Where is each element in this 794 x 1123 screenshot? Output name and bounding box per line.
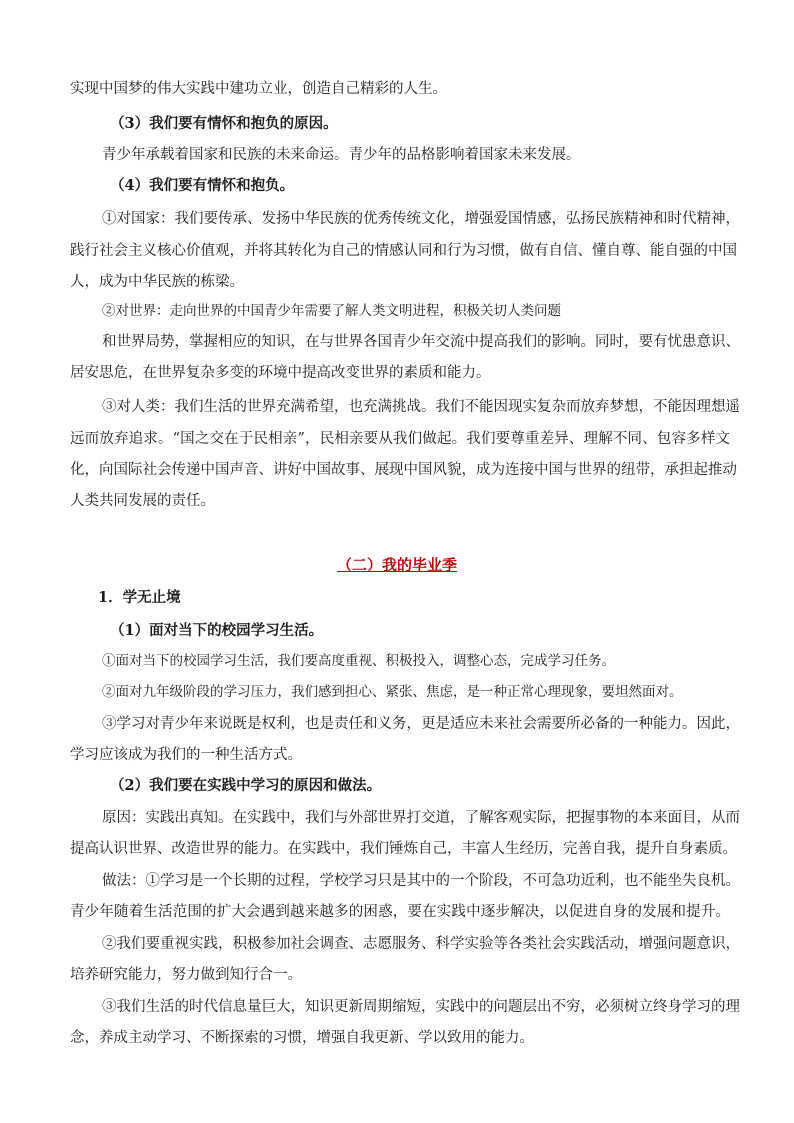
paragraph-line: ②对世界：走向世界的中国青少年需要了解人类文明进程，积极关切人类问题 (102, 303, 561, 319)
subheading-have-aspiration: （4）我们要有情怀和抱负。 (110, 177, 295, 194)
subheading-campus-study: （1）面对当下的校园学习生活。 (110, 622, 324, 639)
paragraph-line: ③对人类：我们生活的世界充满希望，也充满挑战。我们不能因现实复杂而放弃梦想，不能因理想遥 (102, 399, 740, 415)
paragraph-line: 做法：①学习是一个长期的过程，学校学习只是其中的一个阶段，不可急功近利，也不能坐失良机。 (102, 873, 740, 889)
paragraph-line: 念，养成主动学习、不断探索的习惯，增强自我更新、学以致用的能力。 (70, 1030, 534, 1046)
paragraph-line: ①面对当下的校园学习生活，我们要高度重视、积极投入，调整心态，完成学习任务。 (102, 653, 615, 669)
paragraph-line: ①对国家：我们要传承、发扬中华民族的优秀传统文化，增强爱国情感，弘扬民族精神和时代精神， (102, 211, 740, 227)
paragraph-line: ③学习对青少年来说既是权利，也是责任和义务，更是适应未来社会需要所必备的一种能力。因此， (102, 716, 740, 732)
paragraph-line: ③我们生活的时代信息量巨大，知识更新周期缩短，实践中的问题层出不穷，必须树立终身学习的理 (102, 999, 740, 1015)
paragraph-line: 人，成为中华民族的栋梁。 (70, 274, 244, 290)
paragraph-line: 实现中国梦的伟大实践中建功立业，创造自己精彩的人生。 (70, 81, 447, 97)
section-title: （二）我的毕业季 (336, 556, 457, 574)
subheading-practice-learning: （2）我们要在实践中学习的原因和做法。 (110, 777, 382, 794)
subheading-reasons-aspiration: （3）我们要有情怀和抱负的原因。 (110, 115, 338, 132)
paragraph-line: 远而放弃追求。“国之交在于民相亲”，民相亲要从我们做起。我们要尊重差异、理解不同、包容多样文 (70, 431, 730, 447)
paragraph-line: 学习应该成为我们的一种生活方式。 (70, 747, 302, 763)
paragraph-line: 培养研究能力，努力做到知行合一。 (70, 967, 302, 983)
paragraph-line: 原因：实践出真知。在实践中，我们与外部世界打交道，了解客观实际，把握事物的本来面目，从而 (102, 810, 740, 826)
paragraph-line: 提高认识世界、改造世界的能力。在实践中，我们锤炼自己，丰富人生经历，完善自我，提升自身素质。 (70, 841, 737, 857)
heading-endless-learning: 1．学无止境 (98, 589, 181, 606)
paragraph-line: ②我们要重视实践，积极参加社会调查、志愿服务、科学实验等各类社会实践活动，增强问题意识， (102, 936, 740, 952)
paragraph-line: 和世界局势，掌握相应的知识，在与世界各国青少年交流中提高我们的影响。同时，要有忧患意识、 (102, 334, 740, 350)
paragraph-line: ②面对九年级阶段的学习压力，我们感到担心、紧张、焦虑，是一种正常心理现象，要坦然面对。 (102, 684, 683, 700)
paragraph-line: 青少年随着生活范围的扩大会遇到越来越多的困惑，要在实践中逐步解决，以促进自身的发展和提升。 (70, 904, 730, 920)
paragraph-line: 居安思危，在世界复杂多变的环境中提高改变世界的素质和能力。 (70, 365, 491, 381)
paragraph-line: 青少年承载着国家和民族的未来命运。青少年的品格影响着国家未来发展。 (102, 147, 581, 163)
paragraph-line: 化，向国际社会传递中国声音、讲好中国故事、展现中国风貌，成为连接中国与世界的纽带，承担起推动 (70, 462, 737, 478)
paragraph-line: 践行社会主义核心价值观，并将其转化为自己的情感认同和行为习惯，做有自信、懂自尊、能自强的中国 (70, 243, 737, 259)
paragraph-line: 人类共同发展的责任。 (70, 493, 215, 509)
